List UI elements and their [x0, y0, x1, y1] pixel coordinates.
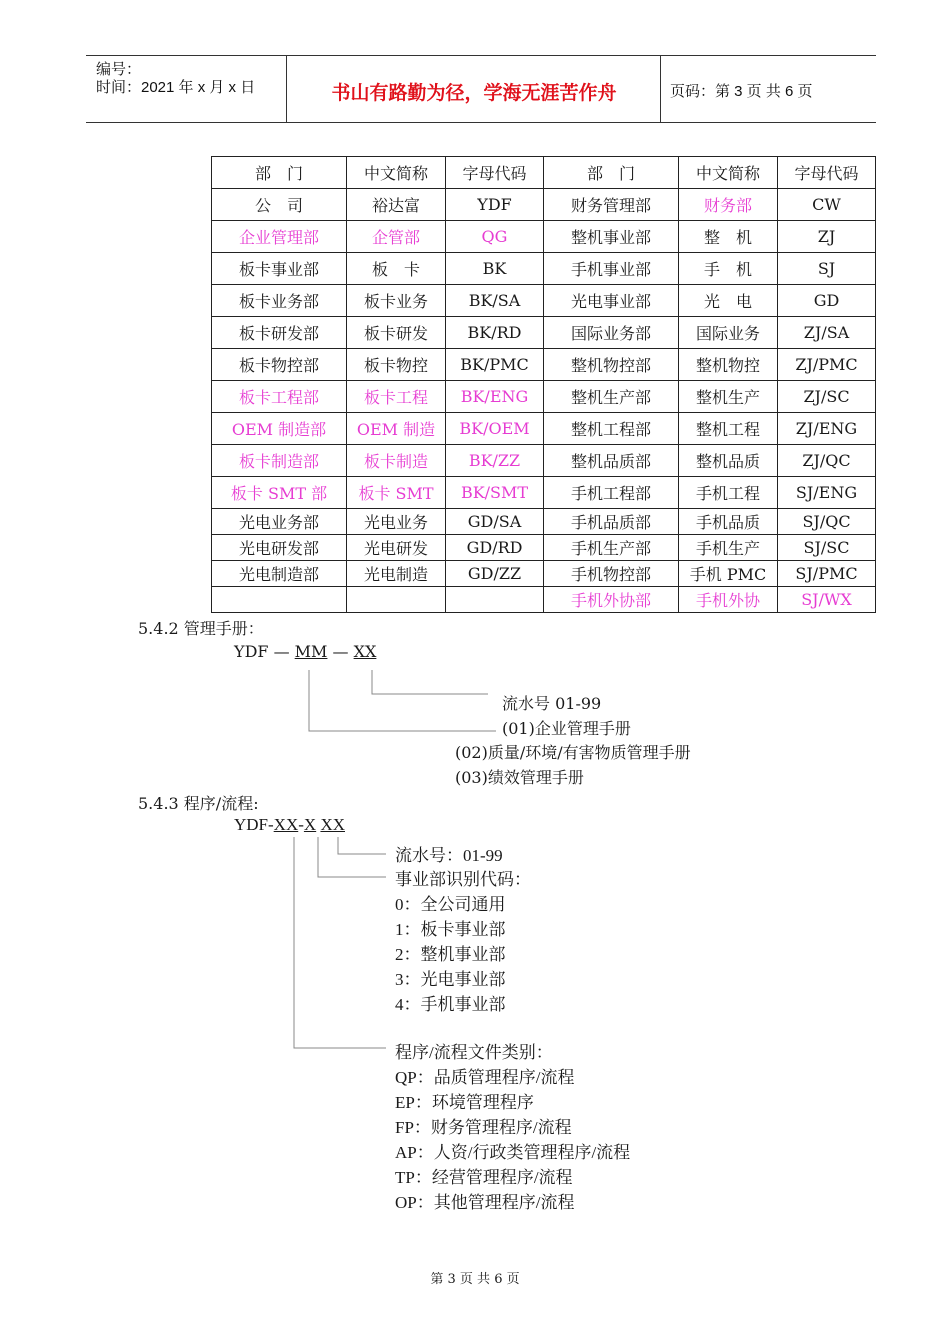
code-xx: XX: [353, 642, 377, 661]
table-cell: 光电事业部: [544, 285, 679, 317]
section-543-serial: 流水号：01-99: [395, 846, 503, 865]
table-cell: BK/SA: [446, 285, 544, 317]
table-cell: 板卡 SMT 部: [212, 477, 347, 509]
table-header-cell: 部 门: [544, 157, 679, 189]
connector-543-serial: [338, 837, 386, 854]
table-cell: 光电研发部: [212, 535, 347, 561]
table-cell: BK/PMC: [446, 349, 544, 381]
division-code-item: 0：全公司通用: [395, 895, 506, 914]
table-cell: 手机生产部: [544, 535, 679, 561]
table-cell: 企管部: [347, 221, 446, 253]
table-cell: ZJ/ENG: [778, 413, 876, 445]
table-cell: 手机事业部: [544, 253, 679, 285]
header-motto: 书山有路勤为径，学海无涯苦作舟: [331, 82, 617, 104]
table-cell: 手机生产: [679, 535, 778, 561]
section-542-item: (02)质量/环境/有害物质管理手册: [455, 743, 691, 762]
section-543-division-title: 事业部识别代码：: [395, 870, 531, 889]
header-number-label: 编号：: [96, 61, 142, 78]
code-x: X: [303, 815, 317, 834]
category-code-item: FP：财务管理程序/流程: [395, 1118, 572, 1137]
table-cell: BK/ENG: [446, 381, 544, 413]
division-code-item: 3：光电事业部: [395, 970, 506, 989]
table-cell: 整机物控部: [544, 349, 679, 381]
connector-543-category: [294, 837, 386, 1048]
table-cell: BK/SMT: [446, 477, 544, 509]
connector-542-serial: [372, 670, 488, 694]
division-code-item: 2：整机事业部: [395, 945, 506, 964]
section-542-heading: 5.4.2 管理手册：: [138, 619, 264, 638]
code-dash: —: [327, 642, 354, 661]
table-cell: 整机事业部: [544, 221, 679, 253]
table-cell: OEM 制造: [347, 413, 446, 445]
table-header-cell: 字母代码: [778, 157, 876, 189]
code-dash: —: [268, 642, 295, 661]
table-cell: 板卡制造: [347, 445, 446, 477]
code-xx: XX: [320, 815, 345, 834]
header-time-label: 时间：2021 年 x 月 x 日: [96, 79, 256, 96]
table-cell: 板卡事业部: [212, 253, 347, 285]
section-543-category-title: 程序/流程文件类别：: [395, 1043, 553, 1062]
table-cell: 整机品质: [679, 445, 778, 477]
category-code-item: QP：品质管理程序/流程: [395, 1068, 575, 1087]
table-cell: BK/RD: [446, 317, 544, 349]
table-cell: ZJ/PMC: [778, 349, 876, 381]
table-cell: SJ/ENG: [778, 477, 876, 509]
table-cell: 手机品质: [679, 509, 778, 535]
table-cell: 手机外协: [679, 587, 778, 613]
connector-542-category: [309, 670, 496, 731]
table-cell: SJ: [778, 253, 876, 285]
table-cell: BK/OEM: [446, 413, 544, 445]
table-cell: 公 司: [212, 189, 347, 221]
table-cell: 手机品质部: [544, 509, 679, 535]
code-dash: -: [298, 815, 304, 834]
connector-543-division: [318, 837, 386, 877]
section-542-item: (03)绩效管理手册: [455, 768, 584, 787]
table-cell: 手机 PMC: [679, 561, 778, 587]
table-cell: 光电业务部: [212, 509, 347, 535]
table-cell: 整机工程部: [544, 413, 679, 445]
table-cell: YDF: [446, 189, 544, 221]
table-cell: 板卡制造部: [212, 445, 347, 477]
table-cell: 板 卡: [347, 253, 446, 285]
table-cell: 手机工程: [679, 477, 778, 509]
section-542-serial: 流水号 01-99: [502, 694, 602, 713]
table-cell: 整 机: [679, 221, 778, 253]
category-code-item: TP：经营管理程序/流程: [395, 1168, 573, 1187]
table-cell: 板卡业务部: [212, 285, 347, 317]
page-footer: 第 3 页 共 6 页: [430, 1272, 520, 1287]
table-cell: 光电业务: [347, 509, 446, 535]
table-cell: OEM 制造部: [212, 413, 347, 445]
division-code-item: 4：手机事业部: [395, 995, 506, 1014]
table-cell: 整机生产部: [544, 381, 679, 413]
table-cell: 财务管理部: [544, 189, 679, 221]
table-cell: 国际业务部: [544, 317, 679, 349]
table-cell: 板卡工程部: [212, 381, 347, 413]
category-code-item: AP：人资/行政类管理程序/流程: [395, 1143, 631, 1162]
category-code-item: EP：环境管理程序: [395, 1093, 534, 1112]
table-cell: 光电制造: [347, 561, 446, 587]
table-header-cell: 中文简称: [679, 157, 778, 189]
category-code-item: OP：其他管理程序/流程: [395, 1193, 575, 1212]
table-cell: QG: [446, 221, 544, 253]
table-cell: 板卡物控: [347, 349, 446, 381]
table-cell: 手机工程部: [544, 477, 679, 509]
section-542-item: (01)企业管理手册: [502, 719, 631, 738]
table-cell: 板卡研发: [347, 317, 446, 349]
table-cell: GD/SA: [446, 509, 544, 535]
table-cell: ZJ: [778, 221, 876, 253]
table-header-cell: 中文简称: [347, 157, 446, 189]
table-cell: SJ/WX: [778, 587, 876, 613]
table-cell: 光电制造部: [212, 561, 347, 587]
table-cell: GD/RD: [446, 535, 544, 561]
table-cell: GD: [778, 285, 876, 317]
table-cell: 光电研发: [347, 535, 446, 561]
section-543-heading: 5.4.3 程序/流程:: [138, 794, 259, 813]
table-cell: 板卡 SMT: [347, 477, 446, 509]
table-cell: 板卡业务: [347, 285, 446, 317]
table-cell: ZJ/SA: [778, 317, 876, 349]
code-prefix: YDF-: [234, 815, 274, 834]
table-cell: 板卡工程: [347, 381, 446, 413]
table-cell: 整机工程: [679, 413, 778, 445]
header-page-label: 页码：第 3 页 共 6 页: [670, 83, 813, 100]
table-cell: CW: [778, 189, 876, 221]
table-cell: 板卡研发部: [212, 317, 347, 349]
division-code-item: 1：板卡事业部: [395, 920, 506, 939]
table-cell: GD/ZZ: [446, 561, 544, 587]
table-cell: 裕达富: [347, 189, 446, 221]
table-cell: 手机外协部: [544, 587, 679, 613]
table-cell: 手机物控部: [544, 561, 679, 587]
table-header-cell: 部 门: [212, 157, 347, 189]
table-cell: 国际业务: [679, 317, 778, 349]
table-cell: SJ/SC: [778, 535, 876, 561]
code-prefix: YDF: [234, 642, 269, 661]
table-cell: 企业管理部: [212, 221, 347, 253]
section-542-code: [234, 642, 376, 661]
table-cell: 光 电: [679, 285, 778, 317]
table-cell: 整机物控: [679, 349, 778, 381]
table-cell: ZJ/QC: [778, 445, 876, 477]
table-cell: SJ/QC: [778, 509, 876, 535]
table-cell: ZJ/SC: [778, 381, 876, 413]
table-cell: 板卡物控部: [212, 349, 347, 381]
table-header-cell: 字母代码: [446, 157, 544, 189]
table-cell: 整机品质部: [544, 445, 679, 477]
section-543-code: [234, 815, 345, 835]
table-cell: 财务部: [679, 189, 778, 221]
table-cell: SJ/PMC: [778, 561, 876, 587]
code-mm: MM: [294, 642, 328, 661]
code-xx: XX: [273, 815, 299, 834]
table-cell: BK: [446, 253, 544, 285]
table-cell: BK/ZZ: [446, 445, 544, 477]
table-cell: 整机生产: [679, 381, 778, 413]
table-cell: 手 机: [679, 253, 778, 285]
